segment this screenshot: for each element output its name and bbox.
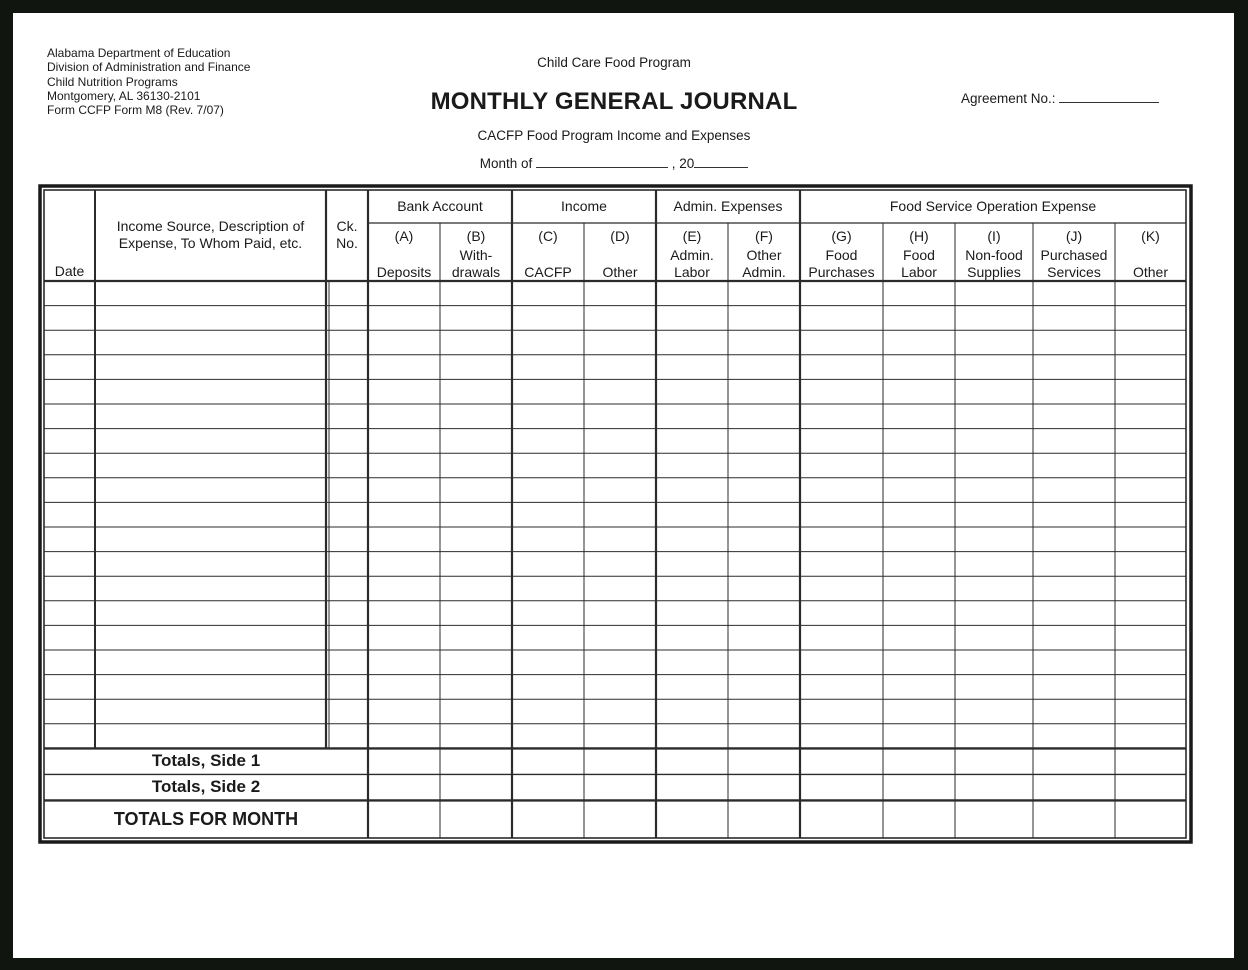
column-label xyxy=(808,247,874,280)
agreement-label: Agreement No.: xyxy=(961,91,1056,106)
column-header xyxy=(955,228,1033,280)
column-label-line: Admin. xyxy=(742,263,786,280)
table-outer-border xyxy=(40,186,1191,842)
agency-line: Montgomery, AL 36130-2101 xyxy=(47,88,201,103)
column-label-line: With- xyxy=(459,247,493,263)
column-label-line: Admin. xyxy=(670,247,714,263)
column-header xyxy=(1115,228,1186,280)
agency-line: Form CCFP Form M8 (Rev. 7/07) xyxy=(47,103,224,118)
column-label-line: Labor xyxy=(901,263,937,280)
column-letter: (I) xyxy=(987,228,1001,244)
journal-grid xyxy=(38,184,1193,844)
description-header-line: Income Source, Description of xyxy=(116,218,305,234)
agreement-field xyxy=(961,90,1159,106)
column-label xyxy=(742,247,786,280)
column-label-line: Purchased xyxy=(1040,247,1108,263)
date-header: Date xyxy=(54,262,85,279)
month-blank[interactable] xyxy=(536,155,668,168)
agency-line: Child Nutrition Programs xyxy=(47,74,178,89)
column-header xyxy=(883,228,955,280)
column-label xyxy=(1133,264,1168,281)
column-letter: (H) xyxy=(909,228,929,244)
column-label-line: Services xyxy=(1047,263,1101,280)
column-label xyxy=(901,247,937,280)
journal-table xyxy=(38,184,1193,844)
column-label-line: Other xyxy=(602,263,638,280)
column-label-line: Deposits xyxy=(376,263,432,280)
check-number-header-line: No. xyxy=(336,234,358,251)
column-header xyxy=(440,228,512,280)
column-header xyxy=(800,228,883,280)
column-letter: (D) xyxy=(610,228,630,244)
column-label-line: CACFP xyxy=(524,263,572,280)
column-label xyxy=(452,247,500,280)
column-label-line: Other xyxy=(746,247,782,263)
column-header xyxy=(368,228,440,280)
column-letter: (B) xyxy=(466,228,486,244)
column-header xyxy=(728,228,800,280)
column-label-line: Purchases xyxy=(808,263,875,280)
column-header xyxy=(584,228,656,280)
totals-label: Totals, Side 1 xyxy=(151,751,261,771)
column-letter: (K) xyxy=(1141,228,1160,244)
group-header: Bank Account xyxy=(397,198,483,215)
page-title: MONTHLY GENERAL JOURNAL xyxy=(430,88,798,115)
month-line xyxy=(400,155,828,171)
column-letter: (J) xyxy=(1065,228,1083,244)
check-number-header-line: Ck. xyxy=(336,218,358,234)
column-label-line: Supplies xyxy=(967,263,1021,280)
column-label xyxy=(602,264,637,281)
column-label-line: Food xyxy=(903,247,935,263)
column-letter: (C) xyxy=(538,228,558,244)
column-label xyxy=(1041,247,1108,280)
totals-label: Totals, Side 2 xyxy=(151,777,261,797)
agency-line: Alabama Department of Education xyxy=(47,46,231,60)
column-letter: (A) xyxy=(394,228,414,244)
description-header xyxy=(95,190,326,279)
description-header-line: Expense, To Whom Paid, etc. xyxy=(118,234,303,251)
check-number-header xyxy=(326,190,368,279)
column-label-line: Labor xyxy=(674,263,710,280)
column-letter: (E) xyxy=(682,228,702,244)
column-label xyxy=(670,247,714,280)
column-label xyxy=(377,264,431,281)
table-inner-border xyxy=(44,190,1186,838)
page-subtitle: CACFP Food Program Income and Expenses xyxy=(477,128,751,143)
column-label-line: Food xyxy=(825,247,858,263)
column-label-line: Non-food xyxy=(965,247,1023,263)
column-letter: (F) xyxy=(755,228,773,244)
totals-label: TOTALS FOR MONTH xyxy=(113,808,299,829)
column-label-line: Other xyxy=(1132,263,1168,280)
group-header: Admin. Expenses xyxy=(673,198,783,215)
month-label: Month of xyxy=(479,156,533,171)
column-header xyxy=(1033,228,1115,280)
agency-block xyxy=(47,46,250,117)
agency-line: Division of Administration and Finance xyxy=(47,60,251,75)
column-label xyxy=(524,264,571,281)
group-header: Income xyxy=(561,198,607,215)
column-header xyxy=(656,228,728,280)
column-label xyxy=(965,247,1023,280)
year-label: , 20 xyxy=(671,156,695,171)
column-letter: (G) xyxy=(831,228,852,244)
column-label-line: drawals xyxy=(451,263,501,280)
program-name: Child Care Food Program xyxy=(537,55,691,70)
group-header: Food Service Operation Expense xyxy=(889,198,1097,215)
agreement-blank[interactable] xyxy=(1059,90,1159,103)
column-header xyxy=(512,228,584,280)
year-blank[interactable] xyxy=(694,155,748,168)
